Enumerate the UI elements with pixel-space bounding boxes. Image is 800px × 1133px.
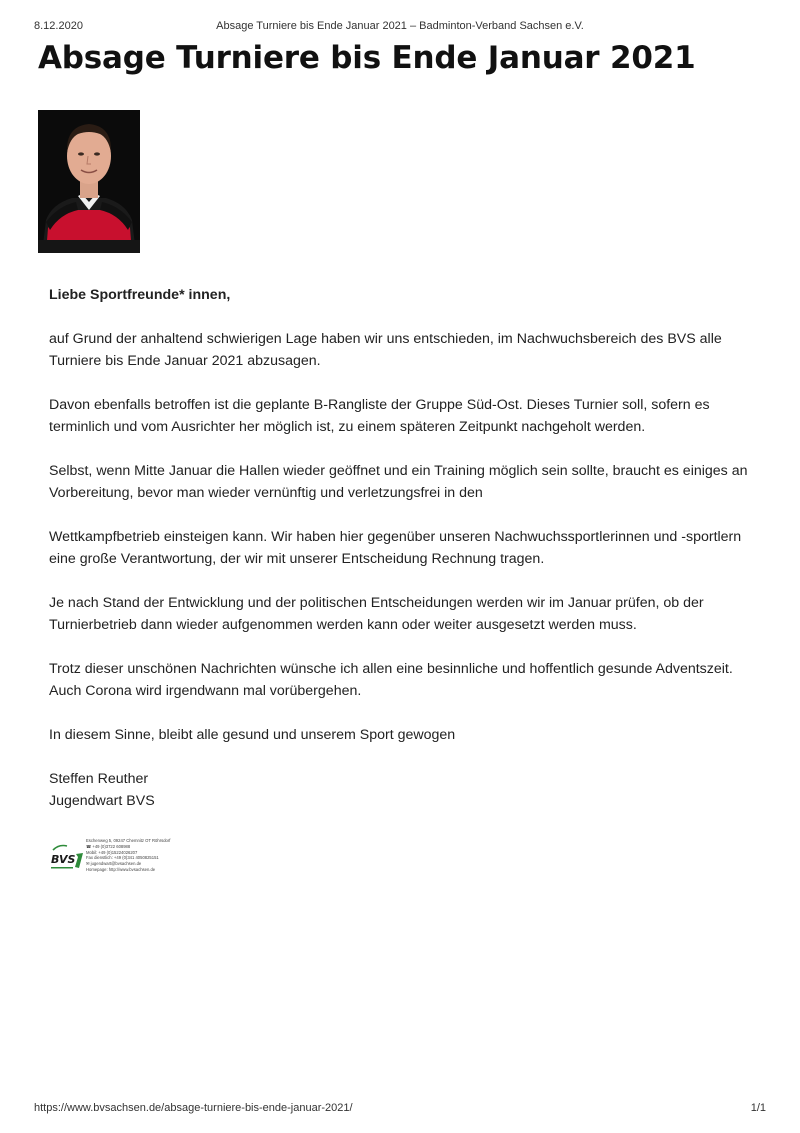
- paragraph: Wettkampfbetrieb einsteigen kann. Wir haben hier gegenüber unseren Nachwuchssportlerinnen und -sportlern eine große Verantwortung, der wir mit unserer Entscheidung Rechnung tragen.: [49, 529, 742, 567]
- contact-details: [86, 838, 170, 873]
- author-photo-illustration: [38, 110, 140, 253]
- contact-email: ✉ jugendwart@bvsachsen.de: [86, 861, 142, 867]
- contact-address: Eschenweg 5, 09247 Chemnitz OT Röhrsdorf: [86, 838, 171, 843]
- page-url: https://www.bvsachsen.de/absage-turniere-bis-ende-januar-2021/: [34, 1102, 353, 1114]
- bvs-logo: [49, 844, 85, 874]
- greeting: Liebe Sportfreunde* innen,: [49, 287, 231, 303]
- print-page-title: Absage Turniere bis Ende Januar 2021 – Badminton-Verband Sachsen e.V.: [216, 20, 584, 32]
- signature: [49, 768, 759, 812]
- paragraph: Trotz dieser unschönen Nachrichten wünsche ich allen eine besinnliche und hoffentlich gesunde Adventszeit. Auch Corona wird irgendwann mal vorübergehen.: [49, 661, 733, 699]
- paragraph: In diesem Sinne, bleibt alle gesund und unserem Sport gewogen: [49, 727, 456, 743]
- paragraph: Selbst, wenn Mitte Januar die Hallen wieder geöffnet und ein Training möglich sein sollte, braucht es einiges an Vorbereitung, bevor man wieder vernünftig und verletzungsfrei in den: [49, 463, 748, 501]
- page-number: 1/1: [750, 1102, 766, 1114]
- print-footer: [34, 1102, 766, 1116]
- contact-card: [49, 838, 189, 880]
- author-photo: [38, 110, 140, 253]
- contact-phone: ☎ +49 (0)3722 608988: [86, 843, 131, 849]
- signature-role: Jugendwart BVS: [49, 793, 155, 809]
- contact-fax: Fax dienstlich: +49 (0)341 4050825151: [86, 855, 159, 861]
- signature-name: Steffen Reuther: [49, 771, 149, 787]
- bvs-logo-text: BVS: [51, 853, 76, 866]
- paragraph: auf Grund der anhaltend schwierigen Lage haben wir uns entschieden, im Nachwuchsbereich des BVS alle Turniere bis Ende Januar 2021 abzusagen.: [49, 331, 722, 369]
- contact-mobile: Mobil: +49 (0)15224026207: [86, 849, 138, 855]
- print-date: 8.12.2020: [34, 20, 83, 32]
- article-body: [49, 284, 759, 834]
- article-title: Absage Turniere bis Ende Januar 2021: [38, 40, 696, 76]
- contact-homepage: Homepage: http://www.bvsachsen.de: [86, 866, 156, 872]
- paragraph: Davon ebenfalls betroffen ist die geplante B-Rangliste der Gruppe Süd-Ost. Dieses Turnier soll, sofern es terminlich und vom Ausrichter her möglich ist, zu einem späteren Zeitpunkt nachgeholt werden.: [49, 397, 710, 435]
- paragraph: Je nach Stand der Entwicklung und der politischen Entscheidungen werden wir im Januar prüfen, ob der Turnierbetrieb dann wieder aufgenommen werden kann oder weiter ausgesetzt werden muss.: [49, 595, 704, 633]
- print-header: [34, 20, 766, 34]
